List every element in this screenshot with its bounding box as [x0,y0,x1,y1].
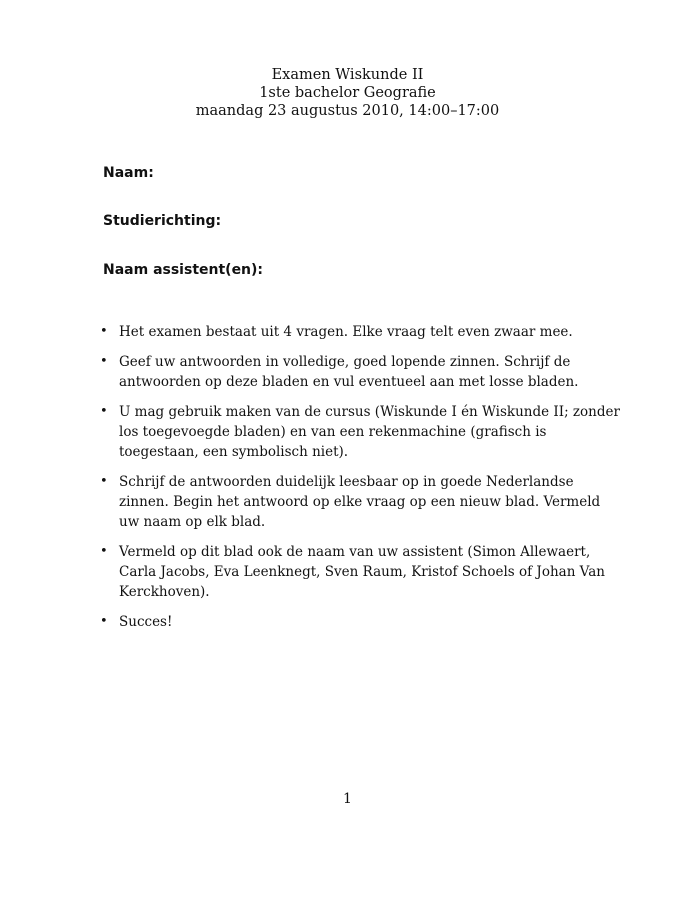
instruction-text: Het examen bestaat uit 4 vragen. Elke vraag telt even zwaar mee. [119,324,573,340]
instruction-text: Succes! [119,614,173,630]
instruction-list [100,322,620,642]
instruction-text: U mag gebruik maken van de cursus (Wiskunde I én Wiskunde II; zonder los toegevoegde bladen) en van een rekenmachine (grafisch is toegestaan, een symbolisch niet). [119,404,620,460]
assistant-field-label: Naam assistent(en): [103,262,264,278]
study-field-label: Studierichting: [103,213,222,229]
name-field-label: Naam: [103,165,154,181]
instruction-item [100,612,620,632]
bullet-icon: • [100,474,108,489]
instruction-text: Schrijf de antwoorden duidelijk leesbaar op in goede Nederlandse zinnen. Begin het antwoord op elke vraag op een nieuw blad. Vermeld uw naam op elk blad. [119,474,601,530]
instruction-text: Vermeld op dit blad ook de naam van uw assistent (Simon Allewaert, Carla Jacobs, Eva Leenknegt, Sven Raum, Kristof Schoels of Johan Van Kerckhoven). [119,544,605,600]
bullet-icon: • [100,404,108,419]
bullet-icon: • [100,614,108,629]
exam-date: maandag 23 augustus 2010, 14:00–17:00 [195,103,500,119]
instruction-item [100,322,620,342]
exam-program: 1ste bachelor Geografie [259,85,436,101]
exam-header [0,66,695,120]
instruction-item [100,352,620,392]
bullet-icon: • [100,544,108,559]
instruction-item [100,542,620,602]
bullet-icon: • [100,354,108,369]
exam-title: Examen Wiskunde II [271,67,424,83]
page-number: 1 [343,791,352,807]
instruction-item [100,402,620,462]
bullet-icon: • [100,324,108,339]
instruction-item [100,472,620,532]
instruction-text: Geef uw antwoorden in volledige, goed lopende zinnen. Schrijf de antwoorden op deze bladen en vul eventueel aan met losse bladen. [119,354,579,390]
